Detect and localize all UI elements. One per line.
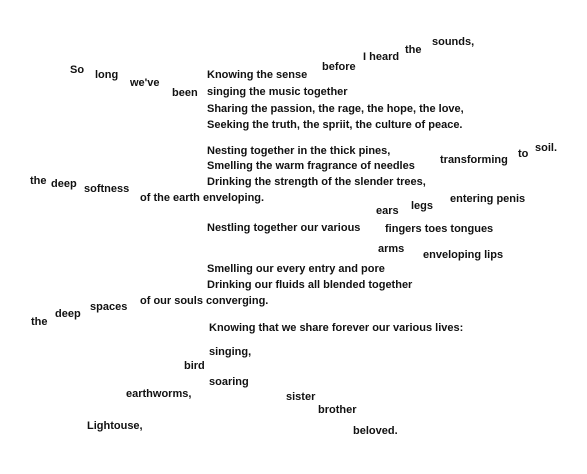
word-sister: sister	[286, 391, 316, 403]
word-weve: we've	[130, 77, 160, 89]
word-the-1: the	[30, 175, 47, 187]
word-earthworms: earthworms,	[126, 388, 192, 400]
word-been: been	[172, 87, 198, 99]
word-the-2: the	[31, 316, 48, 328]
word-softness: softness	[84, 183, 130, 195]
poem-line: of the earth enveloping.	[140, 192, 265, 204]
word-spaces: spaces	[90, 301, 128, 313]
word-fingers-toes-tongues: fingers toes tongues	[385, 223, 494, 235]
poem-line: Knowing the sense	[207, 69, 308, 81]
word-brother: brother	[318, 404, 357, 416]
word-before: before	[322, 61, 356, 73]
word-entering-penis: entering penis	[450, 193, 526, 205]
poem-line: Seeking the truth, the spriit, the culture of peace.	[207, 119, 463, 131]
word-deep-1: deep	[51, 178, 77, 190]
word-sounds: sounds,	[432, 36, 475, 48]
word-soil: soil.	[535, 142, 558, 154]
poem-line: Knowing that we share forever our various lives:	[209, 322, 464, 334]
word-i-heard: I heard	[363, 51, 400, 63]
poem-line: soaring	[209, 376, 249, 388]
word-enveloping-lips: enveloping lips	[423, 249, 504, 261]
poem-line: Nesting together in the thick pines,	[207, 145, 391, 157]
poem-line: Sharing the passion, the rage, the hope, the love,	[207, 103, 464, 115]
word-legs: legs	[411, 200, 434, 212]
word-lightouse: Lightouse,	[87, 420, 143, 432]
word-transforming: transforming	[440, 154, 508, 166]
word-the-top: the	[405, 44, 422, 56]
poem-line: singing the music together	[207, 86, 348, 98]
poem-line: Nestling together our various	[207, 222, 361, 234]
poem-line: Drinking our fluids all blended together	[207, 279, 413, 291]
word-long: long	[95, 69, 119, 81]
poem-line: of our souls converging.	[140, 295, 269, 307]
word-arms: arms	[378, 243, 405, 255]
poem-line: Smelling the warm fragrance of needles	[207, 160, 415, 172]
word-beloved: beloved.	[353, 425, 398, 437]
poem-line: singing,	[209, 346, 252, 358]
poem-line: Smelling our every entry and pore	[207, 263, 385, 275]
word-ears: ears	[376, 205, 399, 217]
word-bird: bird	[184, 360, 205, 372]
word-to: to	[518, 148, 529, 160]
poem-line: Drinking the strength of the slender trees,	[207, 176, 426, 188]
word-deep-2: deep	[55, 308, 81, 320]
word-so: So	[70, 64, 85, 76]
